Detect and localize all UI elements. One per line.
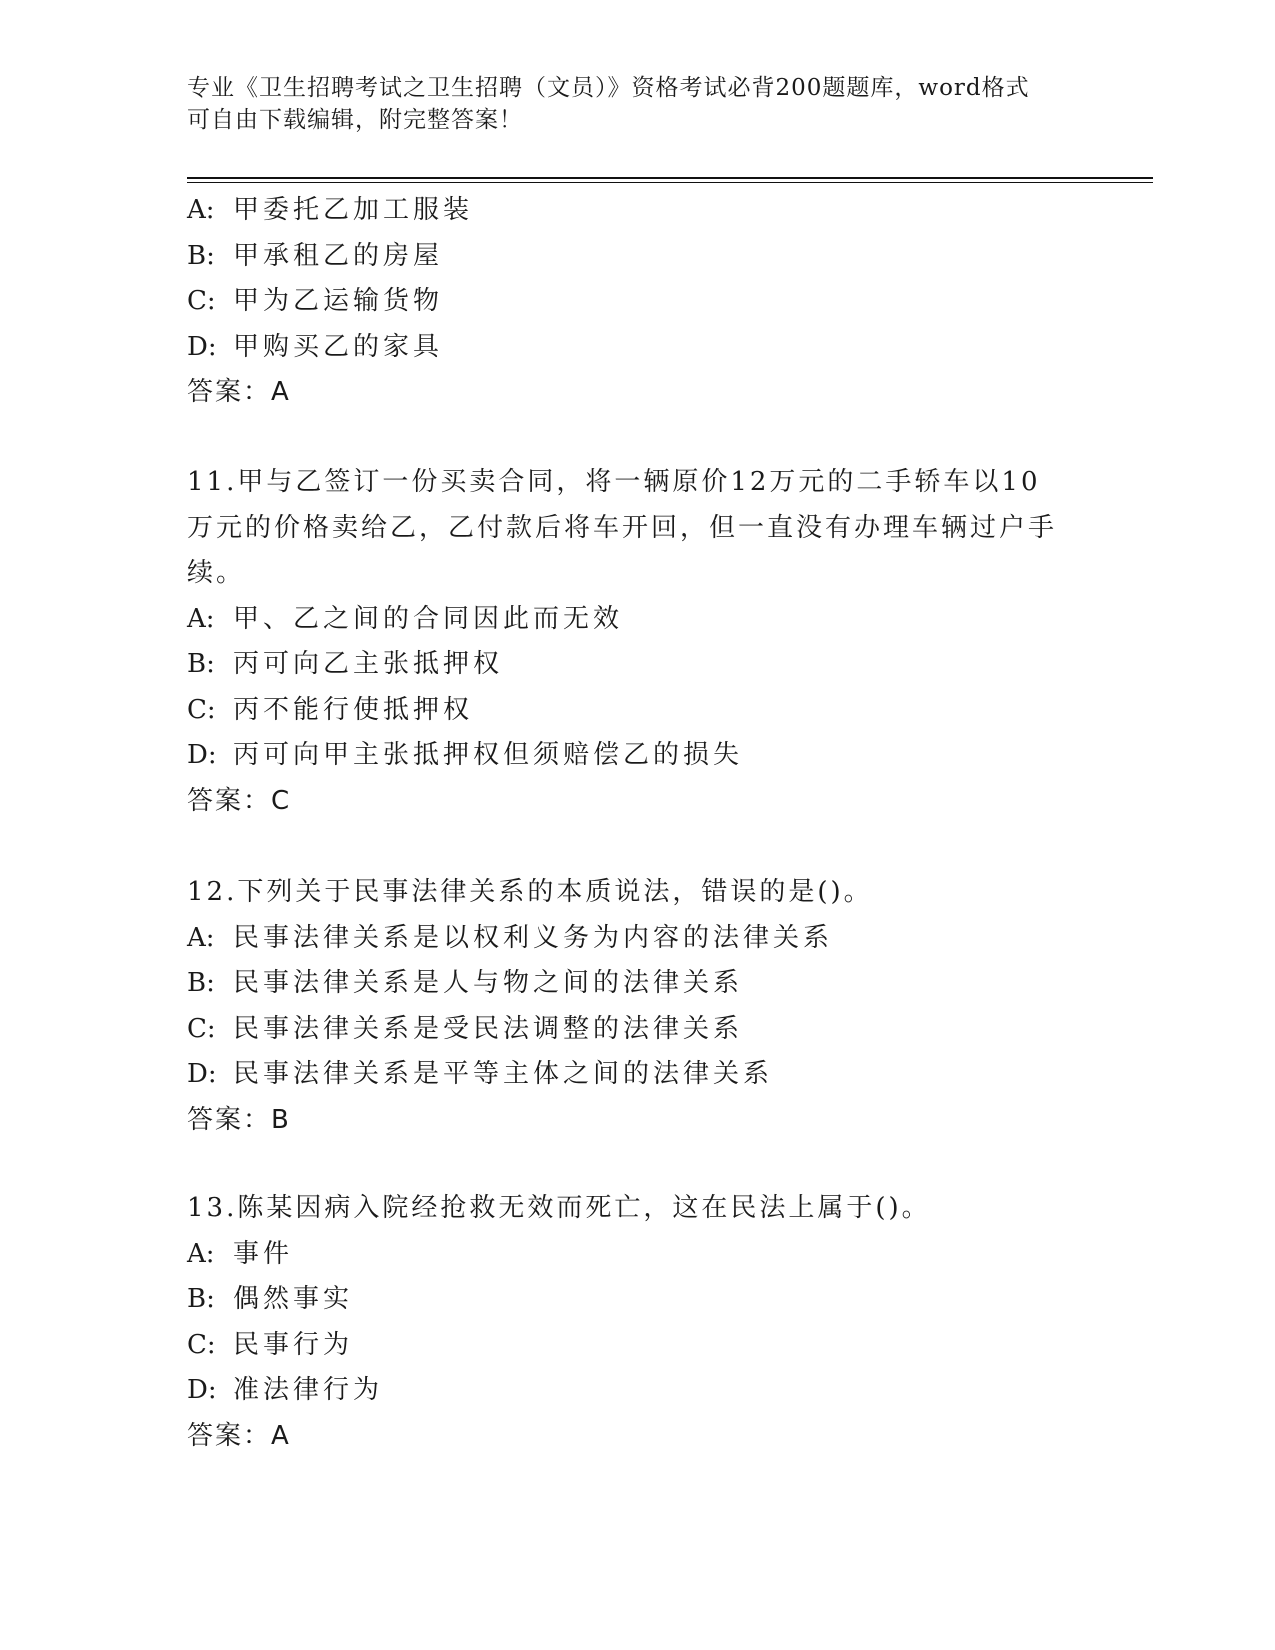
option-key: A: — [187, 1238, 215, 1269]
option-text: 事件 — [233, 1238, 294, 1269]
option-d — [187, 325, 1087, 371]
option-c — [187, 1007, 1087, 1053]
option-key: D: — [187, 1059, 217, 1089]
document-header — [187, 72, 1067, 136]
option-d — [187, 1368, 1087, 1414]
option-text: 甲、乙之间的合同因此而无效 — [233, 603, 624, 634]
option-text: 甲承租乙的房屋 — [233, 240, 444, 271]
option-text: 民事行为 — [233, 1329, 354, 1360]
option-key: A: — [187, 603, 215, 634]
answer-line: 答案：A — [187, 1420, 291, 1451]
option-key: B: — [187, 1284, 215, 1314]
option-d — [187, 1052, 1087, 1098]
option-key: D: — [187, 331, 217, 362]
question-12-block — [187, 870, 1087, 1143]
option-key: C: — [187, 286, 216, 316]
option-text: 丙可向甲主张抵押权但须赔偿乙的损失 — [233, 740, 744, 770]
question-11-block — [187, 460, 1087, 824]
option-b — [187, 234, 1087, 280]
option-a — [187, 1232, 1087, 1278]
option-c — [187, 279, 1087, 325]
option-text: 民事法律关系是受民法调整的法律关系 — [233, 1013, 744, 1044]
option-a — [187, 916, 1087, 962]
option-key: C: — [187, 1013, 216, 1044]
option-key: B: — [187, 649, 215, 679]
question-stem: 12.下列关于民事法律关系的本质说法，错误的是()。 — [187, 877, 873, 907]
answer-line: 答案：C — [187, 785, 292, 816]
header-title-line-2: 可自由下载编辑，附完整答案！ — [187, 107, 523, 133]
option-a — [187, 188, 1087, 234]
option-text: 民事法律关系是以权利义务为内容的法律关系 — [233, 922, 834, 953]
answer-line: 答案：B — [187, 1104, 291, 1135]
option-text: 准法律行为 — [233, 1375, 384, 1405]
answer-line: 答案：A — [187, 377, 291, 407]
option-key: D: — [187, 740, 217, 770]
header-divider-thin — [187, 182, 1153, 183]
option-a — [187, 597, 1087, 643]
option-key: D: — [187, 1375, 217, 1405]
option-text: 丙可向乙主张抵押权 — [233, 649, 504, 679]
option-text: 丙不能行使抵押权 — [233, 694, 474, 725]
option-text: 甲委托乙加工服装 — [233, 195, 474, 225]
question-stem: 13.陈某因病入院经抢救无效而死亡，这在民法上属于()。 — [187, 1193, 931, 1223]
option-key: A: — [187, 195, 215, 225]
option-c — [187, 1323, 1087, 1369]
option-d — [187, 733, 1087, 779]
option-text: 甲为乙运输货物 — [233, 286, 444, 316]
question-13-block — [187, 1186, 1087, 1459]
option-text: 民事法律关系是平等主体之间的法律关系 — [233, 1059, 774, 1089]
option-text: 甲购买乙的家具 — [233, 331, 444, 362]
option-key: B: — [187, 968, 215, 998]
option-key: C: — [187, 694, 216, 725]
option-text: 偶然事实 — [233, 1284, 354, 1314]
option-key: A: — [187, 922, 215, 953]
header-title-line-1: 专业《卫生招聘考试之卫生招聘（文员）》资格考试必背200题题库，word格式 — [187, 75, 1030, 101]
header-divider-thick — [187, 177, 1153, 179]
option-b — [187, 642, 1087, 688]
option-b — [187, 1277, 1087, 1323]
option-key: B: — [187, 240, 215, 271]
question-10-block — [187, 188, 1087, 416]
option-text: 民事法律关系是人与物之间的法律关系 — [233, 968, 744, 998]
option-c — [187, 688, 1087, 734]
option-b — [187, 961, 1087, 1007]
option-key: C: — [187, 1329, 216, 1360]
question-stem: 11.甲与乙签订一份买卖合同，将一辆原价12万元的二手轿车以10万元的价格卖给乙，乙付款后将车开回，但一直没有办理车辆过户手续。 — [187, 467, 1058, 588]
